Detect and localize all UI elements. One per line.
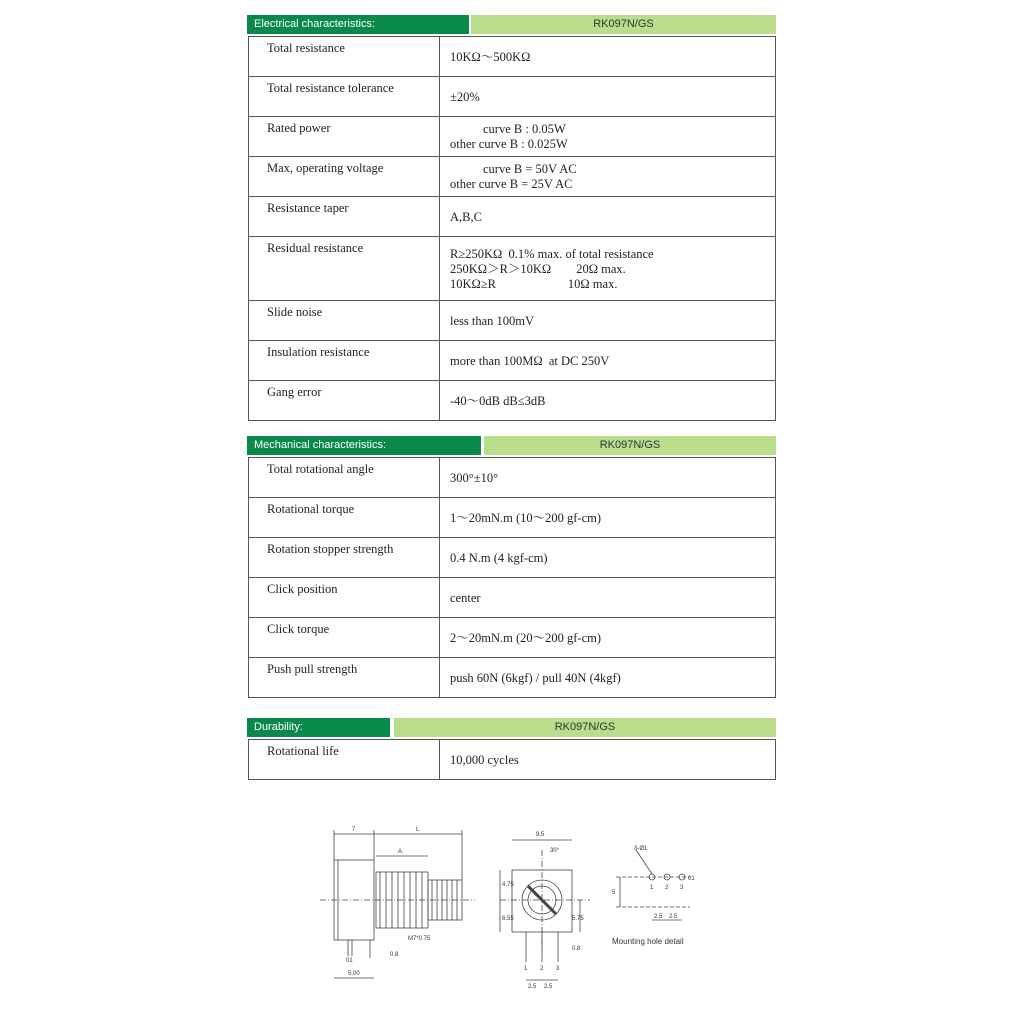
dim-7: 7 xyxy=(352,827,356,833)
pin-1: 1 xyxy=(524,966,528,972)
spec-row xyxy=(249,157,776,197)
dimension-drawing xyxy=(300,820,720,1000)
dim-0-8-front: 0.8 xyxy=(572,946,581,952)
dim-9-5: 9.5 xyxy=(536,832,545,838)
spec-value-line: 250KΩ＞R＞10KΩ 20Ω max. xyxy=(450,262,626,276)
spec-row xyxy=(249,578,776,618)
spec-value xyxy=(440,658,776,698)
spec-row xyxy=(249,237,776,301)
dim-5-75: 5.75 xyxy=(572,916,584,922)
spec-row xyxy=(249,458,776,498)
dim-5: 5 xyxy=(612,890,616,896)
mechanical-table xyxy=(248,457,776,698)
spec-row xyxy=(249,77,776,117)
spec-value xyxy=(440,77,776,117)
spec-value xyxy=(440,381,776,421)
hole-pitch-b: 2.5 xyxy=(669,914,678,920)
angle-30: 30° xyxy=(550,848,560,854)
spec-value xyxy=(440,197,776,237)
spec-label: Total resistance xyxy=(249,37,440,77)
electrical-section xyxy=(247,15,776,421)
spec-value xyxy=(440,498,776,538)
spec-value-line: R≥250KΩ 0.1% max. of total resistance xyxy=(450,247,654,261)
mechanical-header xyxy=(247,436,776,455)
spec-row xyxy=(249,740,776,780)
spec-value xyxy=(440,740,776,780)
spec-value-line: 10KΩ～500KΩ xyxy=(450,50,531,64)
spec-row xyxy=(249,618,776,658)
spec-value-line: center xyxy=(450,591,481,605)
spec-label: Rated power xyxy=(249,117,440,157)
dim-0-8: 0.8 xyxy=(390,952,399,958)
spec-label: Total rotational angle xyxy=(249,458,440,498)
hole-pin-2: 2 xyxy=(665,885,669,891)
spec-value xyxy=(440,157,776,197)
spec-value-line: 300°±10° xyxy=(450,471,499,485)
spec-value-line: push 60N (6kgf) / pull 40N (4kgf) xyxy=(450,671,621,685)
model-label: RK097N/GS xyxy=(394,718,776,737)
spec-label: Rotational torque xyxy=(249,498,440,538)
pitch-a: 2.5 xyxy=(528,984,537,990)
spec-value xyxy=(440,578,776,618)
electrical-header xyxy=(247,15,776,34)
spec-row xyxy=(249,658,776,698)
durability-header xyxy=(247,718,776,737)
spec-label: Rotational life xyxy=(249,740,440,780)
spec-label: Insulation resistance xyxy=(249,341,440,381)
spec-value-line: less than 100mV xyxy=(450,314,535,328)
pitch-b: 2.5 xyxy=(544,984,553,990)
spec-row xyxy=(249,117,776,157)
hole-label-01: 01 xyxy=(688,876,695,882)
spec-value xyxy=(440,237,776,301)
spec-value xyxy=(440,618,776,658)
dim-A: A xyxy=(398,849,403,855)
spec-label: Push pull strength xyxy=(249,658,440,698)
spec-value-line: other curve B : 0.025W xyxy=(450,137,568,151)
spec-label: Click torque xyxy=(249,618,440,658)
spec-row xyxy=(249,301,776,341)
model-label: RK097N/GS xyxy=(484,436,776,455)
durability-section xyxy=(247,718,776,780)
spec-label: Max, operating voltage xyxy=(249,157,440,197)
spec-row xyxy=(249,538,776,578)
mechanical-section xyxy=(247,436,776,698)
spec-value xyxy=(440,37,776,77)
section-title: Durability: xyxy=(247,718,390,737)
section-title: Electrical characteristics: xyxy=(247,15,469,34)
spec-label: Total resistance tolerance xyxy=(249,77,440,117)
spec-value xyxy=(440,458,776,498)
spec-value-line: other curve B = 25V AC xyxy=(450,177,573,191)
hole-pitch-a: 2.5 xyxy=(654,914,663,920)
spec-value-line: 0.4 N.m (4 kgf-cm) xyxy=(450,551,548,565)
hole-dia: 3-Ø1 xyxy=(634,846,648,852)
dim-5-00: 5.00 xyxy=(348,971,360,977)
spec-value-line: A,B,C xyxy=(450,210,482,224)
spec-value-line: curve B = 50V AC xyxy=(483,162,577,176)
spec-row xyxy=(249,498,776,538)
spec-value-line: curve B : 0.05W xyxy=(483,122,566,136)
thread-label: M7*0.75 xyxy=(408,936,431,942)
spec-row xyxy=(249,197,776,237)
spec-label: Residual resistance xyxy=(249,237,440,301)
spec-value-line: 10,000 cycles xyxy=(450,753,519,767)
durability-table xyxy=(248,739,776,780)
section-title: Mechanical characteristics: xyxy=(247,436,481,455)
spec-value-line: -40～0dB dB≤3dB xyxy=(450,394,546,408)
pin-label: 01 xyxy=(346,958,353,964)
spec-value-line: more than 100MΩ at DC 250V xyxy=(450,354,610,368)
spec-value-line: 1～20mN.m (10～200 gf-cm) xyxy=(450,511,602,525)
model-label: RK097N/GS xyxy=(471,15,776,34)
spec-label: Rotation stopper strength xyxy=(249,538,440,578)
spec-value-line: 2～20mN.m (20～200 gf-cm) xyxy=(450,631,602,645)
hole-pin-1: 1 xyxy=(650,885,654,891)
spec-value-line: 10KΩ≥R 10Ω max. xyxy=(450,277,618,291)
dim-6-55: 6.55 xyxy=(502,916,514,922)
mounting-caption: Mounting hole detail xyxy=(612,937,684,946)
spec-row xyxy=(249,341,776,381)
spec-label: Slide noise xyxy=(249,301,440,341)
spec-row xyxy=(249,381,776,421)
spec-label: Click position xyxy=(249,578,440,618)
spec-label: Resistance taper xyxy=(249,197,440,237)
spec-value xyxy=(440,301,776,341)
dim-L: L xyxy=(416,827,420,833)
spec-value xyxy=(440,538,776,578)
hole-pin-3: 3 xyxy=(680,885,684,891)
dim-4-75: 4.75 xyxy=(502,882,514,888)
electrical-table xyxy=(248,36,776,421)
spec-label: Gang error xyxy=(249,381,440,421)
spec-value xyxy=(440,341,776,381)
pin-3: 3 xyxy=(556,966,560,972)
spec-value-line: ±20% xyxy=(450,90,480,104)
spec-row xyxy=(249,37,776,77)
spec-value xyxy=(440,117,776,157)
pin-2: 2 xyxy=(540,966,544,972)
